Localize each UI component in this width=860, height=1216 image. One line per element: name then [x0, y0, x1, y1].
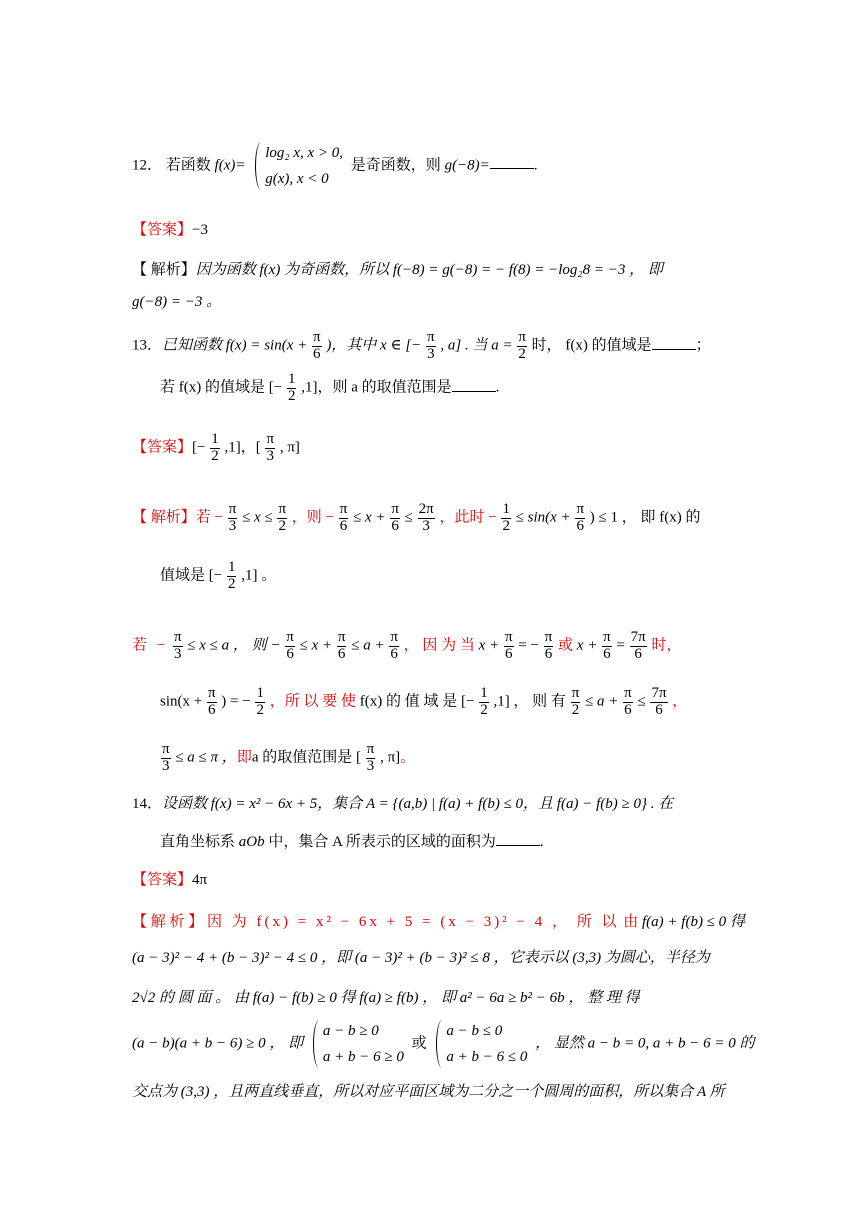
answer-blank [490, 154, 534, 169]
answer-blank [496, 831, 540, 846]
question-14-line1: 14．设函数 f(x) = x² − 6x + 5，集合 A = {(a,b) | f(a) + f(b) ≤ 0，且 f(a) − f(b) ≥ 0} . 在 [132, 796, 674, 812]
answer-14: 【答案】4π [132, 872, 208, 888]
analysis-13-line5: $\frac{\pi}{3}$ ≤ a ≤ π ，即a 的取值范围是 [ $\frac{\pi}{3}$ , π]。 [162, 741, 416, 774]
inequality-system-2: a − b ≤ 0 a + b − 6 ≤ 0 [434, 1018, 527, 1070]
piecewise-system: log₂ x, x > 0, g(x), x < 0 [253, 140, 343, 192]
analysis-13-line1: 【 解析】若 − $\frac{\pi}{3}$ ≤ x ≤ $\frac{\pi}{2}$ ，则 − $\frac{\pi}{6}$ ≤ x + $\frac{\pi}{6}$ ≤ $\frac{2\pi}{3}$ ，此时 − $\frac{1}{2}$ ≤ sin(x + $\frac{\pi}{6}$ ) ≤ 1 ， 即 f(x) 的 [132, 501, 701, 534]
analysis-12-line1: 【 解析】因为函数 f(x) 为奇函数，所以 f(−8) = g(−8) = − f(8) = −log₂8 = −3 ， 即 [132, 262, 663, 278]
analysis-12-line2: g(−8) = −3 。 [132, 294, 222, 310]
analysis-13-line3: 若 − $\frac{\pi}{3}$ ≤ x ≤ a ， 则 − $\frac{\pi}{6}$ ≤ x + $\frac{\pi}{6}$ ≤ a + $\frac{\pi}{6}$ ， 因 为 当 x + $\frac{\pi}{6}$ = − $\frac{\pi}{6}$ 或 x + $\frac{\pi}{6}$ = $\frac{7\pi}{6}$ 时， [132, 629, 682, 662]
inequality-system-1: a − b ≥ 0 a + b − 6 ≥ 0 [311, 1018, 404, 1070]
answer-13: 【答案】[− $\frac{1}{2}$ ,1]，[ $\frac{\pi}{3}$ , π] [132, 431, 300, 464]
analysis-14-line5: 交点为 (3,3) ，且两直线垂直，所以对应平面区域为二分之一个圆周的面积，所以集合 A 所 [132, 1084, 725, 1100]
analysis-13-line2: 值域是 [− $\frac{1}{2}$ ,1] 。 [160, 559, 277, 592]
answer-blank [652, 335, 696, 350]
question-12: 12． 若函数 f(x)= log₂ x, x > 0, g(x), x < 0 是奇函数，则 g(−8)= . [132, 140, 538, 192]
analysis-13-line4: sin(x + $\frac{\pi}{6}$ ) = − $\frac{1}{2}$ ，所 以 要 使 f(x) 的 值 域 是 [− $\frac{1}{2}$ ,1] ， 则 有 $\frac{\pi}{2}$ ≤ a + $\frac{\pi}{6}$ ≤ $\frac{7\pi}{6}$ ， [160, 685, 688, 718]
answer-blank [452, 377, 496, 392]
question-13-line2: 若 f(x) 的值域是 [− $\frac{1}{2}$ ,1]，则 a 的取值范围是 . [160, 371, 500, 404]
answer-12: 【答案】−3 [132, 222, 208, 238]
analysis-14-line1: 【 解 析 】 因 为 f(x) = x² − 6x + 5 = (x − 3)² − 4 ， 所 以 由 f(a) + f(b) ≤ 0 得 [132, 914, 745, 930]
analysis-14-line4: (a − b)(a + b − 6) ≥ 0 ， 即 a − b ≥ 0 a + b − 6 ≥ 0 或 a − b ≤ 0 a + b − 6 ≤ 0 ， 显然 a − b = 0, a + b − 6 = 0 的 [132, 1018, 754, 1070]
question-14-line2: 直角坐标系 aOb 中，集合 A 所表示的区域的面积为 . [160, 830, 544, 851]
question-13-line1: 13．已知函数 f(x) = sin(x + $\frac{\pi}{6}$ )，其中 x ∈ [− $\frac{\pi}{3}$ , a] . 当 a = $\frac{\pi}{2}$ 时， f(x) 的值域是 ； [132, 329, 711, 362]
analysis-14-line3: 2√2 的 圆 面 。 由 f(a) − f(b) ≥ 0 得 f(a) ≥ f(b) ， 即 a² − 6a ≥ b² − 6b ， 整 理 得 [132, 990, 640, 1006]
analysis-14-line2: (a − 3)² − 4 + (b − 3)² − 4 ≤ 0 ，即 (a − 3)² + (b − 3)² ≤ 8 ，它表示以 (3,3) 为圆心，半径为 [132, 950, 710, 966]
